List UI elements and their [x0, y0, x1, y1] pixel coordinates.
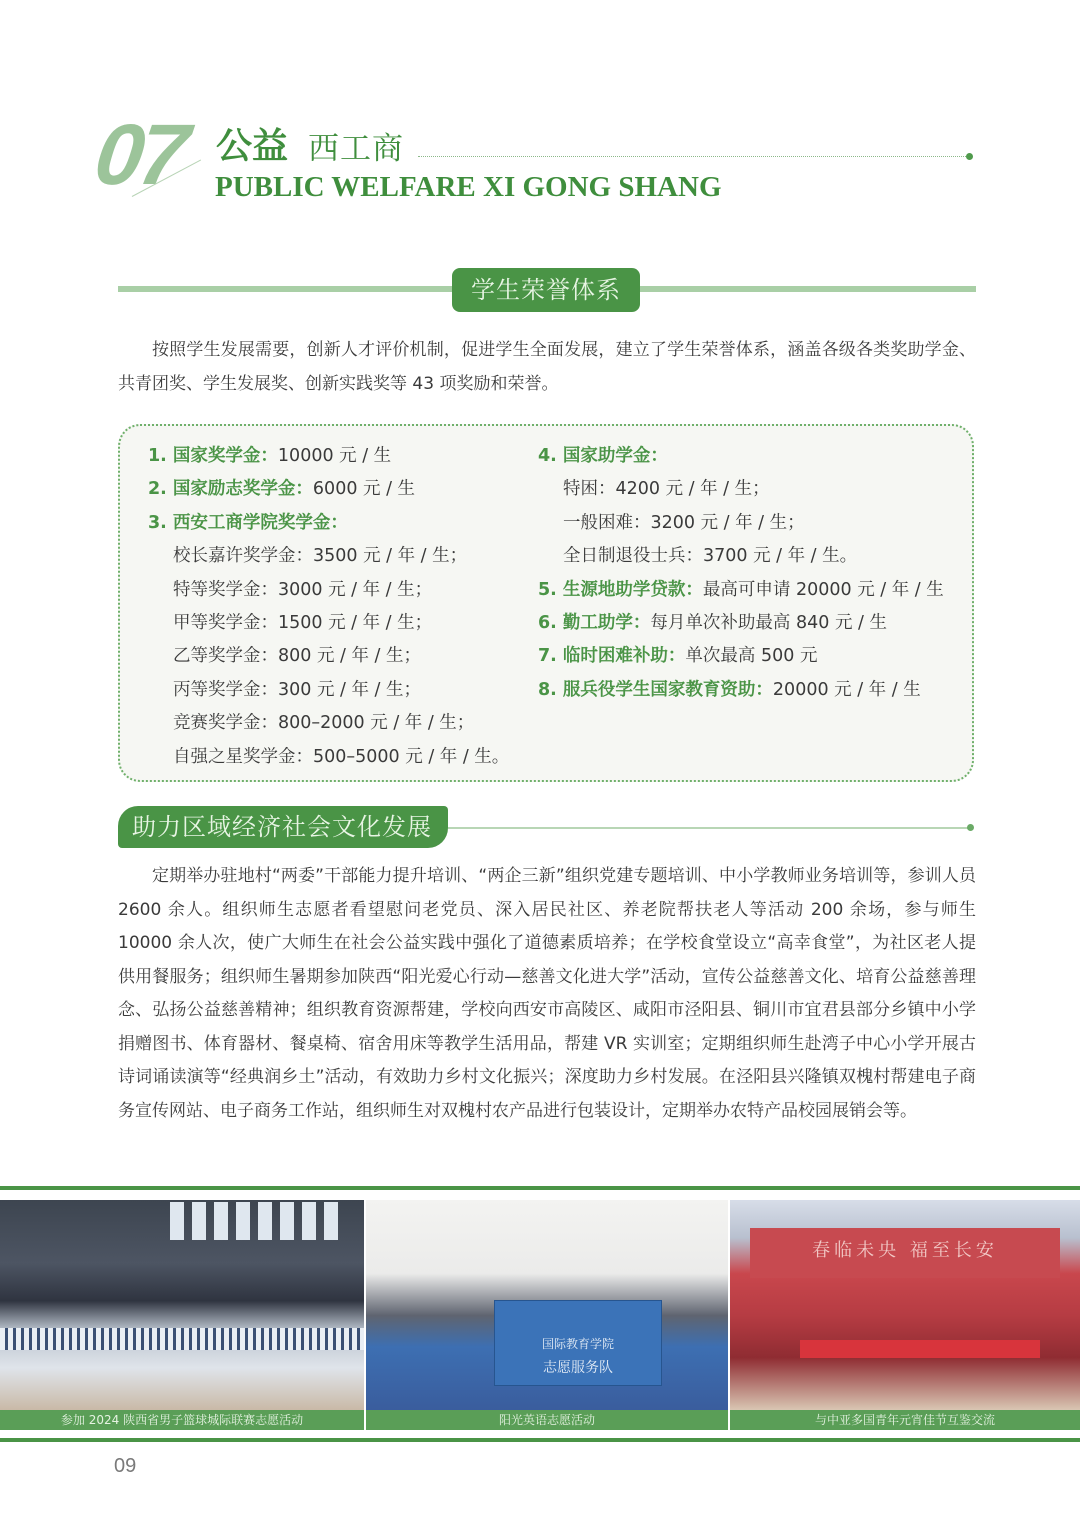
award-item	[538, 473, 944, 506]
award-label: 自强之星奖学金：	[173, 746, 313, 767]
awards-column-right	[538, 440, 944, 707]
award-item	[148, 674, 509, 707]
section1-intro	[118, 334, 976, 401]
photo-english-volunteers	[366, 1200, 728, 1430]
award-value: 300 元 / 年 / 生；	[278, 679, 422, 700]
award-value: 最高可申请 20000 元 / 年 / 生	[702, 579, 944, 600]
award-label: 1. 国家奖学金：	[148, 446, 278, 466]
photo-image	[730, 1200, 1080, 1410]
award-value: 1500 元 / 年 / 生；	[278, 613, 433, 634]
award-label: 乙等奖学金：	[173, 646, 278, 667]
award-item	[148, 507, 509, 540]
photo-lantern-festival-exchange	[730, 1200, 1080, 1430]
award-value: 3500 元 / 年 / 生；	[313, 546, 468, 567]
award-item	[148, 540, 509, 573]
photo-image	[366, 1200, 728, 1410]
award-item	[538, 540, 944, 573]
section2-heading: 助力区域经济社会文化发展	[118, 806, 448, 848]
award-value: 10000 元 / 生	[277, 446, 392, 466]
title-cn-bold: 公益	[216, 126, 289, 167]
award-label: 特等奖学金：	[173, 579, 278, 600]
award-label: 特困：	[563, 479, 616, 500]
award-item	[538, 607, 944, 640]
photo-caption: 参加 2024 陕西省男子篮球城际联赛志愿活动	[0, 1410, 364, 1430]
award-value: 3700 元 / 年 / 生。	[703, 546, 858, 567]
award-label: 7. 临时困难补助：	[538, 646, 686, 667]
stage-backdrop: 春临未央 福至长安	[750, 1228, 1060, 1278]
section1-heading: 学生荣誉体系	[452, 268, 640, 312]
award-value: 500–5000 元 / 年 / 生。	[313, 746, 510, 767]
section2-rule-end-dot	[967, 824, 974, 831]
award-label: 6. 勤工助学：	[538, 613, 651, 634]
page-number: 09	[114, 1455, 137, 1477]
award-value: 4200 元 / 年 / 生；	[615, 479, 770, 500]
award-label: 5. 生源地助学贷款：	[538, 579, 703, 600]
award-label: 4. 国家助学金：	[538, 446, 668, 466]
awards-box	[118, 424, 974, 782]
award-item	[148, 440, 509, 473]
award-label: 竞赛奖学金：	[173, 713, 278, 734]
award-label: 校长嘉许奖学金：	[173, 546, 313, 567]
award-item	[148, 574, 509, 607]
title-rule-end-dot	[966, 153, 973, 160]
section2-body-text: 定期举办驻地村“两委”干部能力提升培训、“两企三新”组织党建专题培训、中小学教师业务培训等，参训人员 2600 余人。组织师生志愿者看望慰问老党员、深入居民社区、养老院帮扶老人等活动 200 余场，参与师生 10000 余人次，使广大师生在社会公益实践中强化了道德素质培养；在学校食堂设立“高幸食堂”，为社区老人提供用餐服务；组织师生暑期参加陕西“阳光爱心行动—慈善文化进大学”活动，宣传公益慈善文化、培育公益慈善理念、弘扬公益慈善精神；组织教育资源帮建，学校向西安市高陵区、咸阳市泾阳县、铜川市宜君县部分乡镇中小学捐赠图书、体育器材、餐桌椅、宿舍用床等教学生活用品，帮建 VR 实训室；定期组织师生赴湾子中心小学开展古诗词诵读演等“经典润乡土”活动，有效助力乡村文化振兴；深度助力乡村发展。在泾阳县兴隆镇双槐村帮建电子商务宣传网站、电子商务工作站，组织师生对双槐村农产品进行包装设计，定期举办农特产品校园展销会等。	[118, 866, 976, 1121]
award-label: 2. 国家励志奖学金：	[148, 479, 313, 500]
photo-strip-bottom-rule	[0, 1438, 1080, 1442]
award-item	[148, 640, 509, 673]
award-value: 单次最高 500 元	[685, 646, 818, 667]
award-value: 800–2000 元 / 年 / 生；	[278, 713, 475, 734]
award-value: 800 元 / 年 / 生；	[278, 646, 422, 667]
award-item	[148, 607, 509, 640]
chapter-number: 07	[89, 107, 191, 203]
award-item	[538, 674, 944, 707]
awards-column-left	[148, 440, 509, 774]
photo-caption: 阳光英语志愿活动	[366, 1410, 728, 1430]
award-label: 一般困难：	[563, 512, 651, 533]
title-english: PUBLIC WELFARE XI GONG SHANG	[215, 171, 722, 203]
award-item	[148, 707, 509, 740]
award-value: 3200 元 / 年 / 生；	[650, 512, 805, 533]
award-item	[148, 741, 509, 774]
title-cn-light: 西工商	[308, 131, 404, 167]
award-value: 3000 元 / 年 / 生；	[278, 579, 433, 600]
award-item	[148, 473, 509, 506]
award-item	[538, 440, 944, 473]
volunteer-banner: 国际教育学院 志愿服务队	[494, 1300, 662, 1386]
award-item	[538, 507, 944, 540]
red-banner	[800, 1340, 1040, 1358]
photo-image	[0, 1200, 364, 1410]
photo-caption: 与中亚多国青年元宵佳节互鉴交流	[730, 1410, 1080, 1430]
award-label: 8. 服兵役学生国家教育资助：	[538, 679, 773, 700]
award-item	[538, 640, 944, 673]
section1-intro-text: 按照学生发展需要，创新人才评价机制，促进学生全面发展，建立了学生荣誉体系，涵盖各级各类奖助学金、共青团奖、学生发展奖、创新实践奖等 43 项奖励和荣誉。	[118, 340, 976, 394]
award-item	[538, 574, 944, 607]
award-label: 甲等奖学金：	[173, 613, 278, 634]
award-label: 全日制退役士兵：	[563, 546, 703, 567]
award-label: 丙等奖学金：	[173, 679, 278, 700]
award-value: 6000 元 / 生	[312, 479, 416, 500]
award-label: 3. 西安工商学院奖学金：	[148, 512, 348, 533]
award-value: 20000 元 / 年 / 生	[772, 679, 921, 700]
photo-strip-top-rule	[0, 1186, 1080, 1190]
award-value: 每月单次补助最高 840 元 / 生	[650, 613, 887, 634]
title-dotted-rule	[418, 156, 968, 157]
photo-basketball-volunteers	[0, 1200, 364, 1430]
section2-body	[118, 860, 976, 1128]
section2-heading-rule	[448, 827, 970, 829]
